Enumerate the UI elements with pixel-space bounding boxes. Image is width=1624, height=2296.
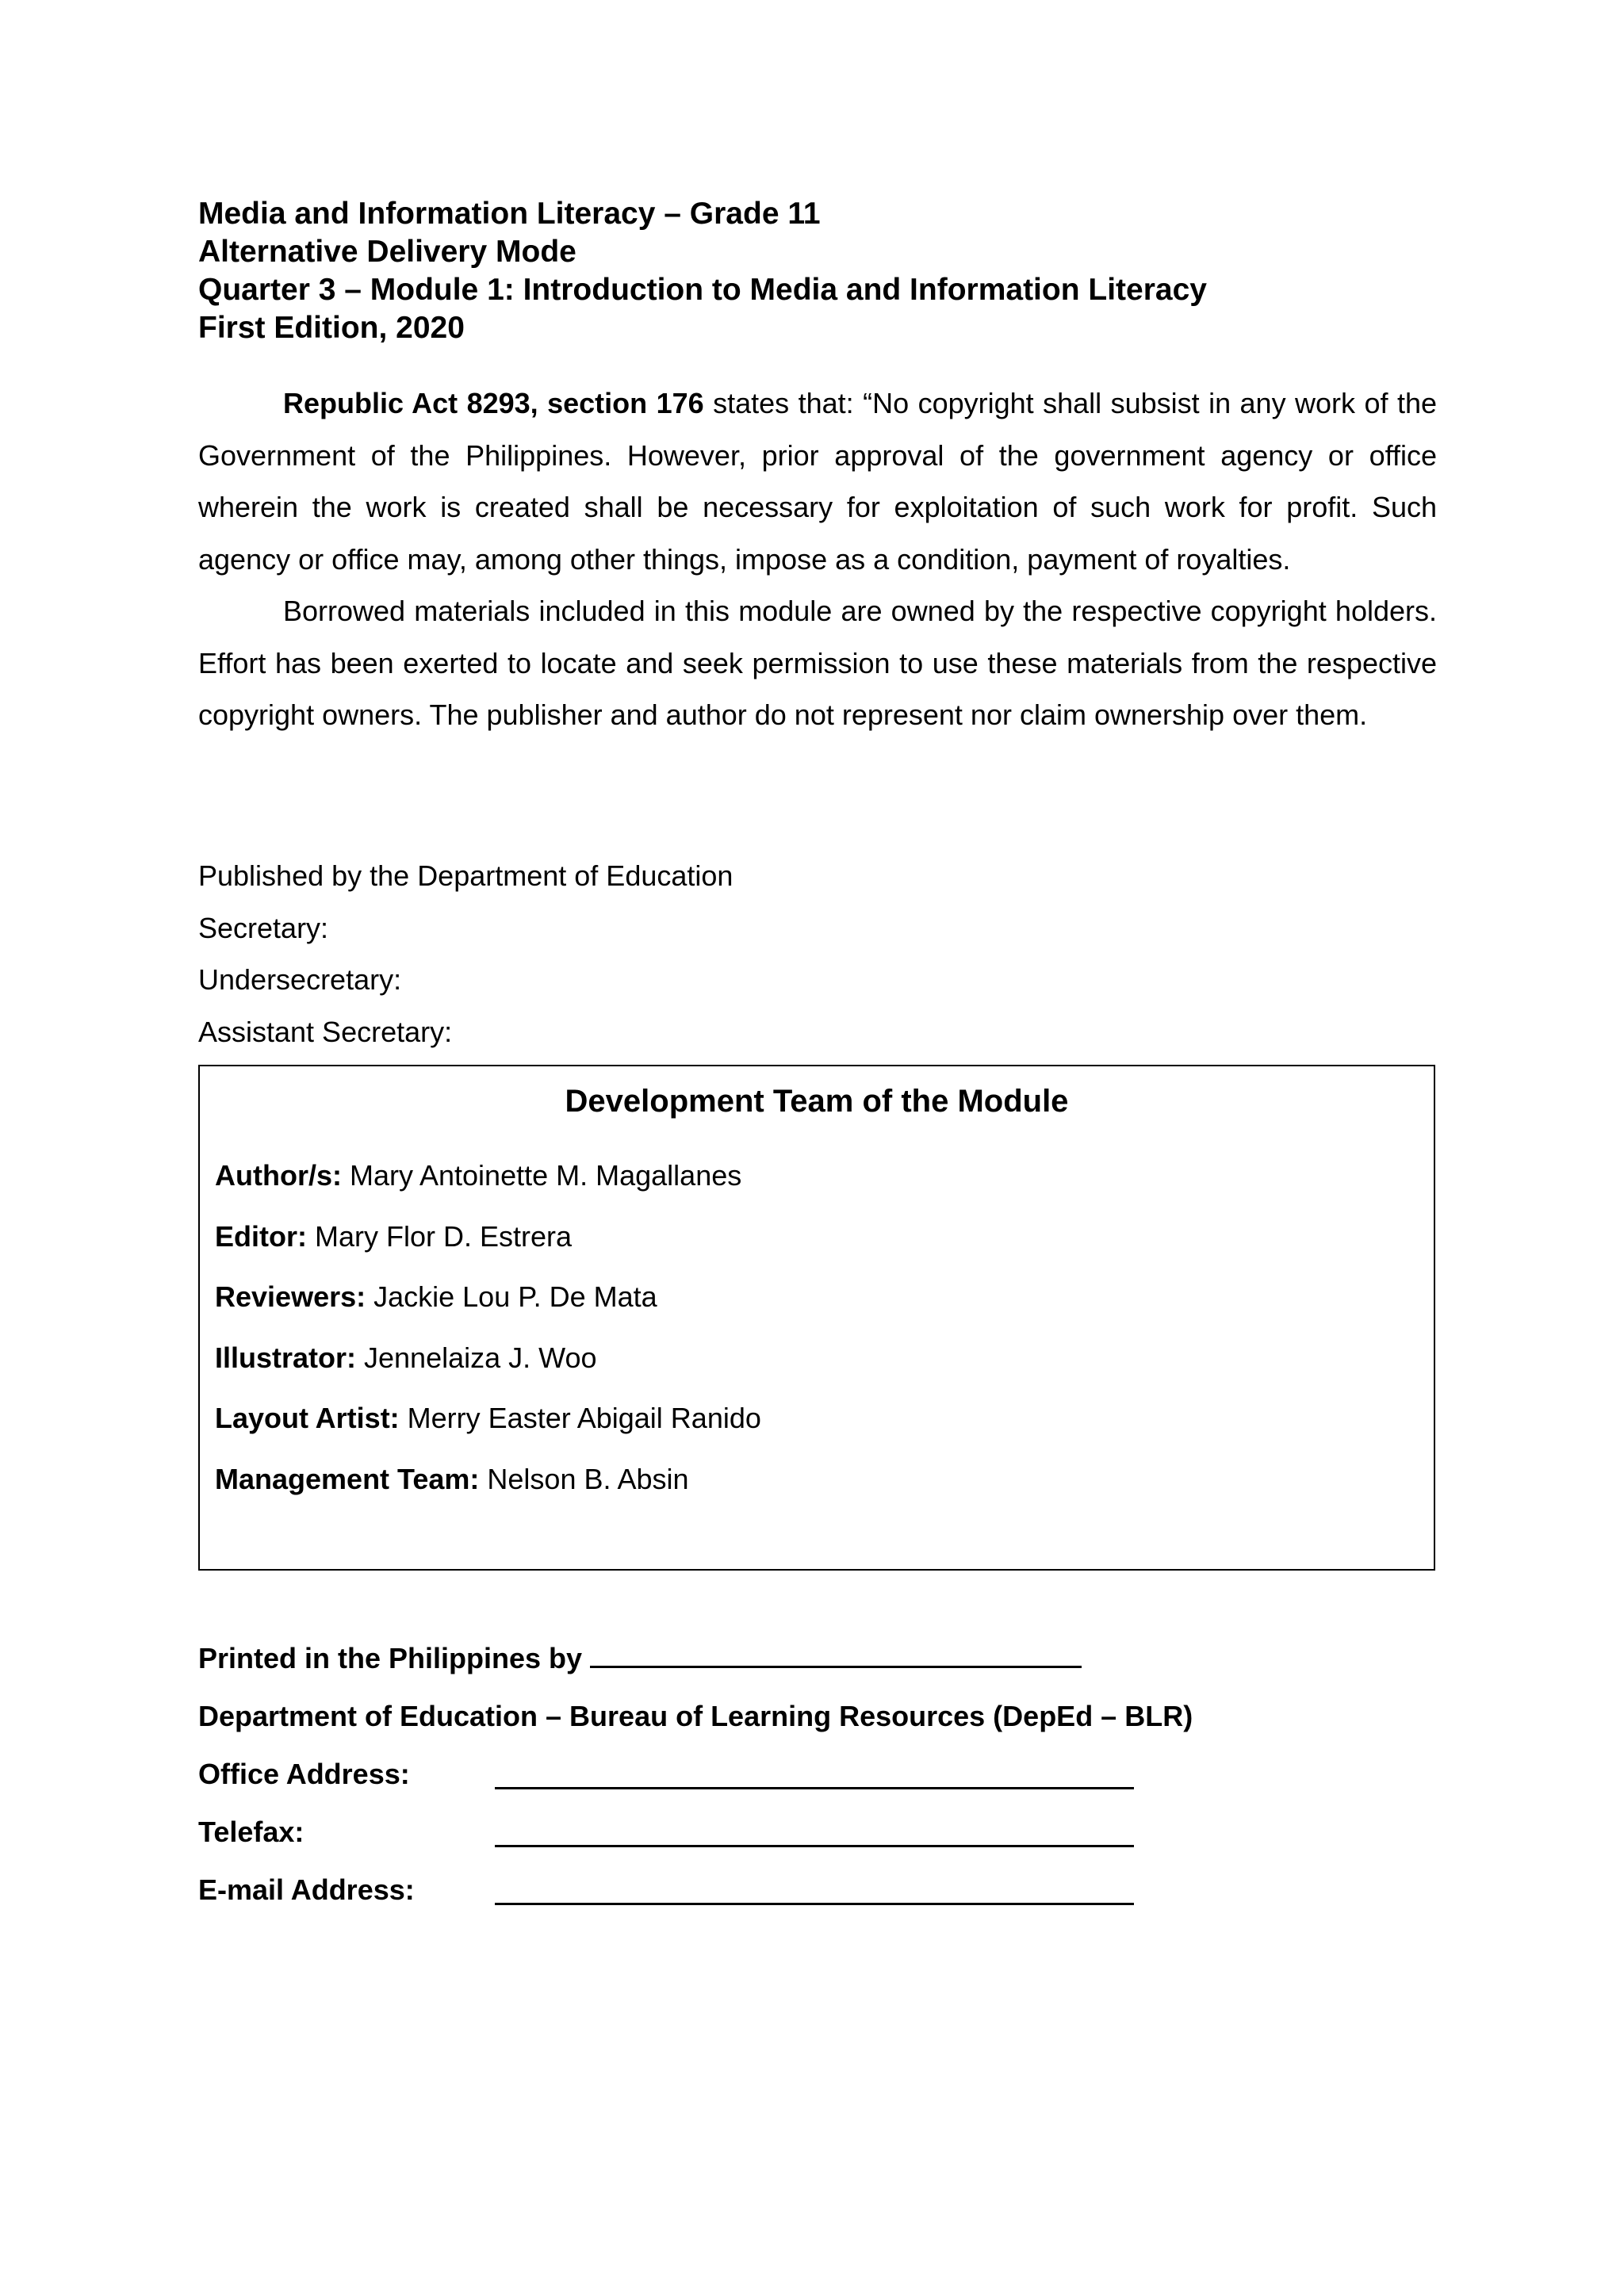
team-role: Illustrator: [215, 1341, 357, 1374]
team-member-name: Mary Flor D. Estrera [306, 1219, 573, 1253]
department-line: Department of Education – Bureau of Learning Resources (DepEd – BLR) [198, 1700, 1193, 1732]
team-role: Layout Artist: [215, 1402, 400, 1434]
delivery-mode: Alternative Delivery Mode [198, 235, 576, 269]
copyright-statement: states that: “No copyright shall subsist in any work of the Government of the Philippines. However, prior approval of the government agency or office wherein the work is created shall be necessary for exploitation of such work for profit. Such agency or office may, among other things, impose as a condition, payment of royalties. [198, 387, 1437, 576]
telefax-blank-line [495, 1845, 1134, 1847]
office-address-row [198, 1757, 1435, 1792]
development-team-heading: Development Team of the Module [565, 1084, 1069, 1119]
title-block [198, 195, 1467, 347]
module-title: Quarter 3 – Module 1: Introduction to Media and Information Literacy [198, 273, 1207, 307]
publication-info [198, 850, 733, 1058]
printer-blank-line [590, 1642, 1082, 1668]
team-member-name: Merry Easter Abigail Ranido [399, 1402, 761, 1434]
copyright-paragraph-1 [198, 377, 1437, 585]
published-by: Published by the Department of Education [198, 859, 733, 892]
team-member-name: Jackie Lou P. De Mata [366, 1280, 657, 1313]
team-member-name: Nelson B. Absin [479, 1462, 689, 1495]
email-blank-line [495, 1903, 1134, 1905]
team-row-management [215, 1449, 761, 1510]
team-role: Author/s: [215, 1159, 342, 1192]
team-role: Reviewers: [215, 1280, 366, 1313]
office-address-blank-line [495, 1787, 1134, 1789]
copyright-paragraph-2: Borrowed materials included in this module are owned by the respective copyright holders. Effort has been exerted to locate and seek permission to use these materials from the respective copyright owners. The publisher and author do not represent nor claim ownership over them. [198, 595, 1437, 731]
team-row-reviewers [215, 1267, 761, 1328]
team-member-name: Jennelaiza J. Woo [356, 1341, 597, 1374]
printed-by-line [198, 1641, 1082, 1676]
copyright-notice [198, 377, 1437, 741]
team-row-author [215, 1146, 761, 1207]
telefax-row [198, 1815, 1435, 1850]
email-label: E-mail Address: [198, 1873, 415, 1906]
secretary-label: Secretary: [198, 911, 329, 944]
edition: First Edition, 2020 [198, 311, 465, 345]
development-team-box [198, 1065, 1435, 1571]
telefax-label: Telefax: [198, 1816, 304, 1848]
undersecretary-label: Undersecretary: [198, 963, 402, 996]
office-address-label: Office Address: [198, 1758, 410, 1790]
team-row-layout-artist [215, 1388, 761, 1449]
team-row-editor [215, 1207, 761, 1268]
assistant-secretary-label: Assistant Secretary: [198, 1015, 453, 1048]
team-row-illustrator [215, 1328, 761, 1389]
team-role: Editor: [215, 1219, 307, 1253]
team-member-name: Mary Antoinette M. Magallanes [341, 1159, 742, 1192]
republic-act-reference: Republic Act 8293, section 176 [283, 387, 704, 419]
printed-by-label: Printed in the Philippines by [198, 1642, 591, 1674]
team-role: Management Team: [215, 1462, 480, 1495]
subject-title: Media and Information Literacy – Grade 11 [198, 197, 821, 231]
team-list [215, 1146, 761, 1510]
email-row [198, 1873, 1435, 1908]
